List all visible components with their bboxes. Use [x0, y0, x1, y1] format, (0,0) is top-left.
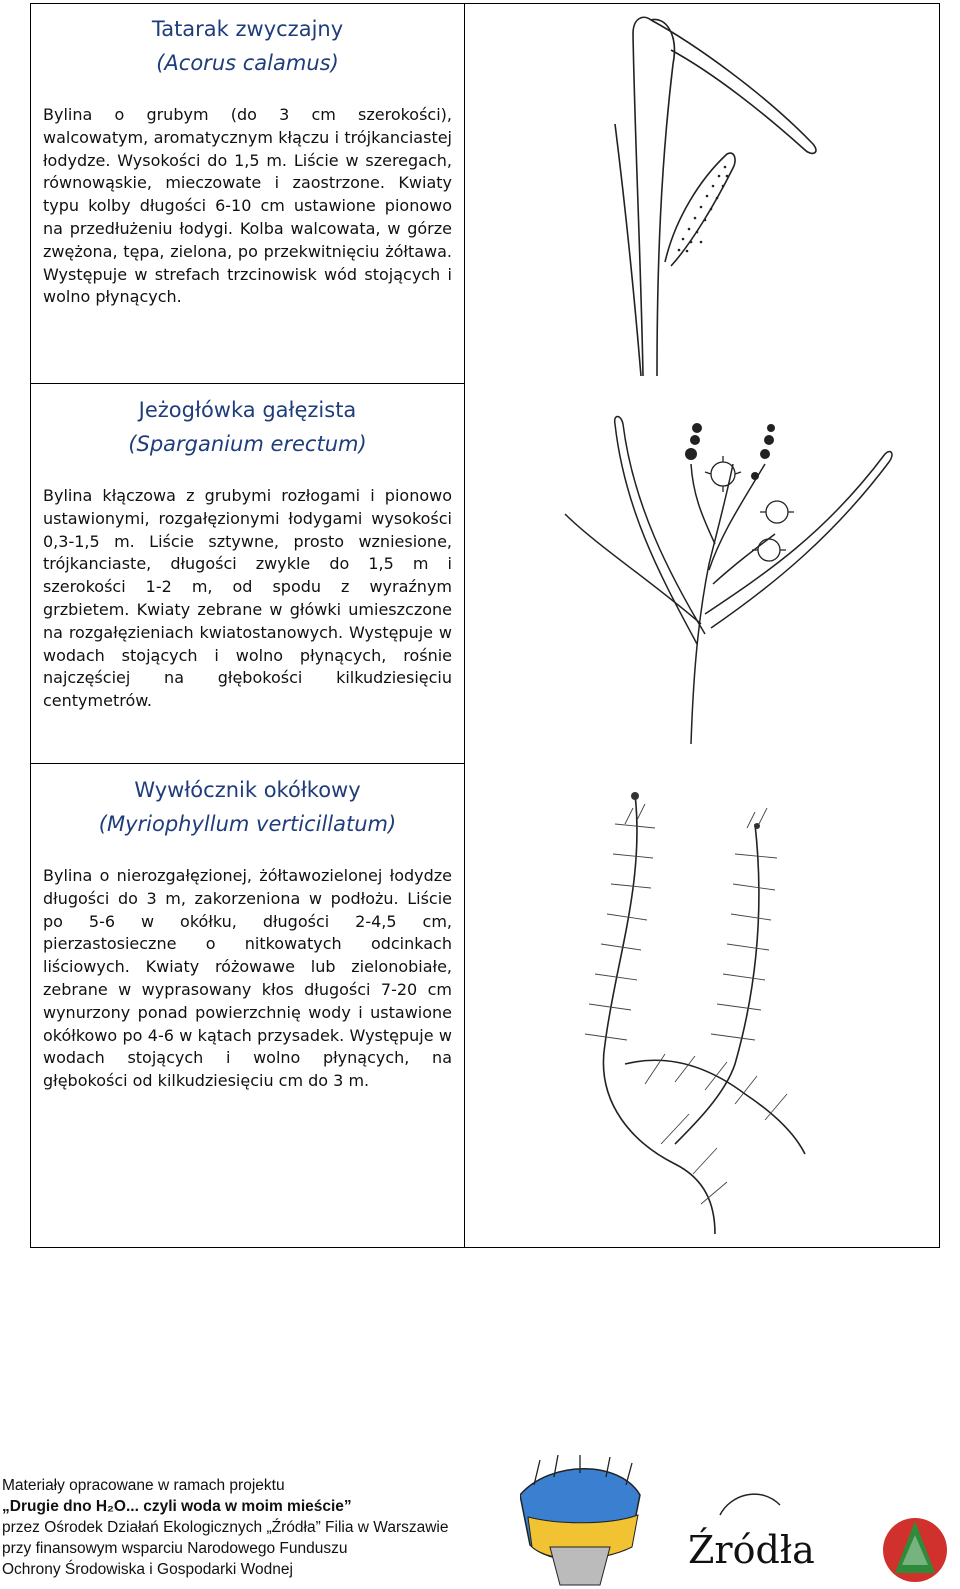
footer-logos [520, 1455, 960, 1589]
plant-name: Tatarak zwyczajny [151, 17, 344, 41]
plant-description: Bylina o nierozgałęzionej, żółtawozielonej łodydze długości do 3 m, zakorzeniona w podłożu. Liście po 5-6 w okółku, długości 2-4,5 cm, pierzastosieczne o nitkowatych odcinkach liściowych. Kwiaty różowawe lub zielonobiałe, zebrane w wyprasowany kłos długości 7-20 cm wynurzony ponad powierzchnię wody i ustawione okółkowo po 4-6 w kątach przysadek. Występuje w wodach stojących i wolno płynących, na głębokości od kilkudziesięciu cm do 3 m. [43, 866, 452, 1091]
myriophyllum-illustration [465, 764, 941, 1248]
sparganium-illustration [465, 384, 941, 763]
footer-line: Ochrony Środowiska i Gospodarki Wodnej [2, 1561, 293, 1578]
project-emblem-icon [520, 1455, 640, 1585]
footer-line: przez Ośrodek Działań Ekologicznych „Źródła” Filia w Warszawie [2, 1519, 449, 1536]
nfosigw-logo-icon [883, 1518, 947, 1582]
plant-latin-name: (Acorus calamus) [156, 51, 339, 75]
plant-name: Wywłócznik okółkowy [134, 778, 361, 802]
plant-entry-jezoglowka [31, 393, 464, 713]
row-divider [31, 763, 464, 764]
plant-entry-wywlocznik [31, 773, 464, 1093]
footer-credits [2, 1475, 448, 1580]
plant-description: Bylina kłączowa z grubymi rozłogami i pionowo ustawionymi, rozgałęzionymi łodygami wysokości 0,3-1,5 m. Liście sztywne, prosto wzniesione, trójkanciaste, długości zwykle do 1,5 m i szerokości 1-2 m, od spodu z wyraźnym grzbietem. Kwiaty zebrane w główki umieszczone na rozgałęzieniach kwiatostanowych. Występuje w wodach stojących i wolno płynących, rośnie najczęściej na głębokości kilkudziesięciu centymetrów. [43, 486, 452, 711]
acorus-illustration [465, 4, 941, 383]
footer-project-title: „Drugie dno H₂O... czyli woda w moim mieście” [2, 1498, 352, 1515]
plant-latin-name: (Sparganium erectum) [128, 432, 367, 456]
footer-line: przy finansowym wsparciu Narodowego Funduszu [2, 1540, 348, 1557]
row-divider [31, 383, 464, 384]
plant-latin-name: (Myriophyllum verticillatum) [98, 812, 397, 836]
plant-name: Jeżogłówka gałęzista [138, 398, 357, 422]
zrodla-logo-text: Źródła [688, 1528, 815, 1572]
plant-table [30, 3, 940, 1248]
footer-line: Materiały opracowane w ramach projektu [2, 1477, 285, 1494]
plant-description: Bylina o grubym (do 3 cm szerokości), walcowatym, aromatycznym kłączu i trójkanciastej łodydze. Wysokości do 1,5 m. Liście w szeregach, równowąskie, mieczowate i zaostrzone. Kwiaty typu kolby długości 6-10 cm ustawione pionowo na przedłużeniu łodygi. Kolba walcowata, w górze zwężona, tępa, zielona, po przekwitnięciu żółtawa. Występuje w strefach trzcinowisk wód stojących i wolno płynących. [43, 105, 452, 307]
plant-entry-tatarak [31, 12, 464, 309]
